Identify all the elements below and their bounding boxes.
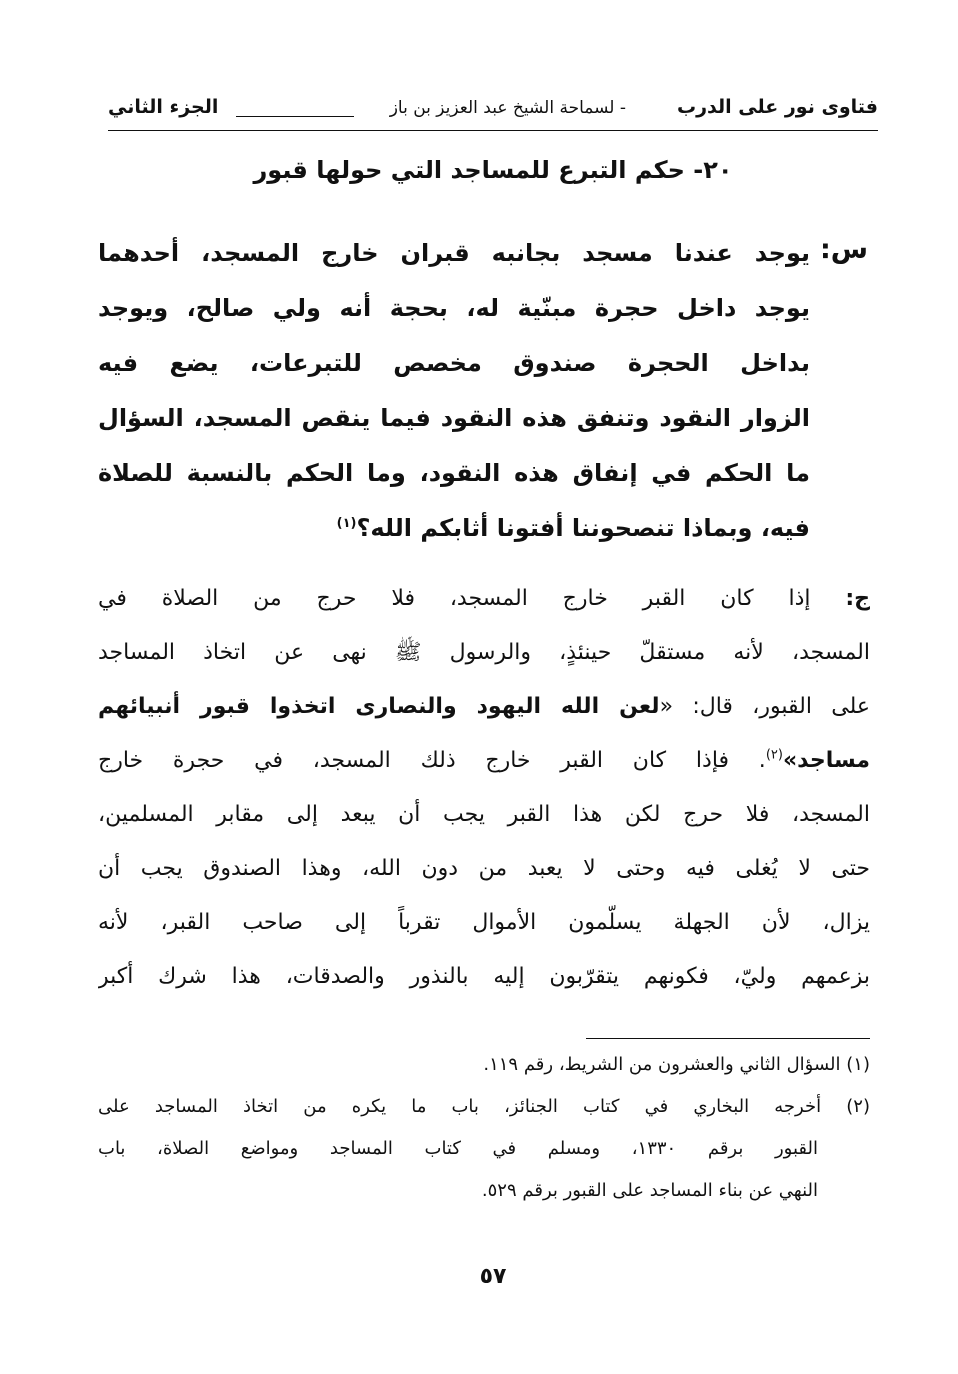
answer-line: . فإذا كان القبر خارج ذلك المسجد، في حجرة خارج (98, 748, 766, 773)
question-line: بداخل الحجرة صندوق مخصص للتبرعات، يضع فيه (98, 349, 810, 377)
answer-line: حتى لا يُغلى فيه وحتى لا يعبد من دون الله، وهذا الصندوق يجب أن (98, 856, 870, 881)
answer-hadith-end-line (98, 734, 870, 788)
answer-line: المسجد، لأنه مستقلّ حينئذٍ، والرسول ﷺ نهى عن اتخاذ المساجد (98, 640, 870, 665)
footnote-1 (98, 1044, 870, 1086)
answer-block (98, 572, 870, 1004)
fatwa-title: ٢٠- حكم التبرع للمساجد التي حولها قبور (253, 156, 733, 184)
answer-first-line (98, 572, 870, 626)
answer-hadith-line (98, 680, 870, 734)
question-last-line (98, 501, 810, 556)
footnotes (98, 1044, 870, 1212)
footnote-text: أخرجه البخاري في كتاب الجنائز، باب ما يكره من اتخاذ المساجد على (98, 1096, 822, 1117)
footnote-ref-1: (١) (336, 516, 357, 531)
hadith-quote-end: مساجد» (782, 748, 870, 773)
hadith-quote: لعن الله اليهود والنصارى اتخذوا قبور أنبيائهم (98, 694, 660, 719)
footnote-text: النهي عن بناء المساجد على القبور برقم ٥٢٩. (481, 1180, 818, 1201)
answer-marker: ج: (845, 586, 870, 611)
question-line: يوجد عندنا مسجد بجانبه قبران خارج المسجد، أحدهما (98, 239, 810, 267)
header-divider (108, 130, 878, 131)
footnote-divider (586, 1038, 870, 1039)
question-line: يوجد داخل حجرة مبنّية له، بحجة أنه ولي صالح، ويوجد (98, 294, 810, 322)
header-author: - لسماحة الشيخ عبد العزيز بن باز (389, 98, 626, 118)
question-line: فيه، وبماذا تنصحوننا أفتونا أثابكم الله؟ (356, 514, 810, 542)
footnote-text: السؤال الثاني والعشرون من الشريط، رقم ١١٩. (483, 1054, 841, 1075)
answer-line: على القبور، قال: « (659, 694, 870, 719)
question-block (98, 226, 868, 556)
page-number: ٥٧ (479, 1264, 507, 1289)
footnote-2 (98, 1086, 870, 1128)
footnote-number: (٢) (846, 1096, 870, 1117)
running-header (108, 88, 878, 128)
footnote-number: (١) (846, 1054, 870, 1075)
footnote-ref-2: (٢) (765, 747, 783, 763)
answer-line: المسجد، فلا حرج لكن هذا القبر يجب أن يبعد إلى مقابر المسلمين، (98, 802, 870, 827)
answer-line: يزال، لأن الجهلة يسلّمون الأموال تقرباً إلى صاحب القبر، لأنه (98, 910, 870, 935)
answer-line: بزعمهم وليّ، فكونهم يتقرّبون إليه بالنذور والصدقات، هذا شرك أكبر (98, 964, 870, 989)
question-text (98, 226, 810, 556)
header-book-title: فتاوى نور على الدرب (677, 96, 878, 118)
header-dash-line (236, 116, 354, 117)
header-part: الجزء الثاني (108, 96, 219, 118)
answer-line: إذا كان القبر خارج المسجد، فلا حرج من الصلاة في (98, 586, 811, 611)
footnote-text: القبور برقم ١٣٣٠، ومسلم في كتاب المساجد ومواضع الصلاة، باب (98, 1138, 818, 1159)
question-line: الزوار النقود وتنفق هذه النقود فيما ينقص المسجد، السؤال (98, 404, 810, 432)
question-marker: س: (819, 234, 868, 265)
question-line: ما الحكم في إنفاق هذه النقود، وما الحكم بالنسبة للصلاة (98, 459, 810, 487)
